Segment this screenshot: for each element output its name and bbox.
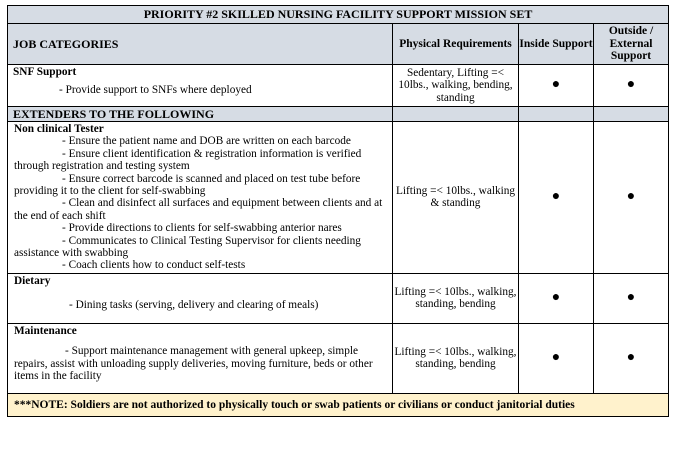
- header-physical-requirements: Physical Requirements: [393, 24, 519, 65]
- task-item: - Support maintenance management with general upkeep, simple repairs, assist with unloading supply deliveries, moving furniture, beds or other items in the facility: [14, 345, 373, 383]
- non-clinical-tester-cell: [8, 122, 393, 274]
- task-item: - Provide support to SNFs where deployed: [59, 84, 252, 97]
- task-item: - Coach clients how to conduct self-tests: [62, 259, 246, 272]
- physical-requirements: Lifting =< 10lbs., walking, standing, bending: [393, 273, 519, 323]
- outside-support-indicator: ●: [594, 65, 669, 107]
- inside-support-indicator: ●: [519, 122, 594, 274]
- table-row: [8, 122, 669, 274]
- outside-support-indicator: ●: [594, 122, 669, 274]
- outside-support-indicator: ●: [594, 323, 669, 393]
- category-title: SNF Support: [13, 66, 77, 78]
- inside-support-indicator: ●: [519, 273, 594, 323]
- header-job-categories: JOB CATEGORIES: [8, 24, 393, 65]
- header-inside-support: Inside Support: [519, 24, 594, 65]
- outside-support-indicator: ●: [594, 273, 669, 323]
- category-title: Dietary: [14, 274, 51, 287]
- maintenance-cell: [8, 323, 393, 393]
- table-row: [8, 273, 669, 323]
- category-title: Maintenance: [14, 324, 77, 337]
- task-item: - Ensure correct barcode is scanned and placed on test tube before providing it to the client for self-swabbing: [14, 172, 361, 198]
- table-title: PRIORITY #2 SKILLED NURSING FACILITY SUPPORT MISSION SET: [8, 6, 669, 24]
- table-row: [8, 65, 669, 107]
- task-item: - Provide directions to clients for self-swabbing anterior nares: [62, 222, 342, 235]
- extenders-band: EXTENDERS TO THE FOLLOWING: [8, 107, 393, 122]
- task-item: - Clean and disinfect all surfaces and equipment between clients and at the end of each shift: [14, 197, 383, 222]
- task-item: - Ensure client identification & registration information is verified through registration and testing system: [14, 147, 362, 173]
- note-footer: ***NOTE: Soldiers are not authorized to physically touch or swab patients or civilians or conduct janitorial duties: [8, 393, 669, 416]
- task-item: - Ensure the patient name and DOB are written on each barcode: [62, 135, 351, 148]
- header-outside-support: Outside / External Support: [594, 24, 669, 65]
- physical-requirements: Lifting =< 10lbs., walking & standing: [393, 122, 519, 274]
- physical-requirements: Lifting =< 10lbs., walking, standing, bending: [393, 323, 519, 393]
- inside-support-indicator: ●: [519, 323, 594, 393]
- mission-set-table: [7, 5, 669, 417]
- task-item: - Dining tasks (serving, delivery and clearing of meals): [69, 299, 319, 312]
- task-item: - Communicates to Clinical Testing Supervisor for clients needing assistance with swabbing: [14, 234, 361, 260]
- category-title: Non clinical Tester: [14, 123, 104, 135]
- inside-support-indicator: ●: [519, 65, 594, 107]
- dietary-cell: [8, 273, 393, 323]
- physical-requirements: Sedentary, Lifting =< 10lbs., walking, bending, standing: [393, 65, 519, 107]
- snf-support-cell: [8, 65, 393, 107]
- table-row: [8, 323, 669, 393]
